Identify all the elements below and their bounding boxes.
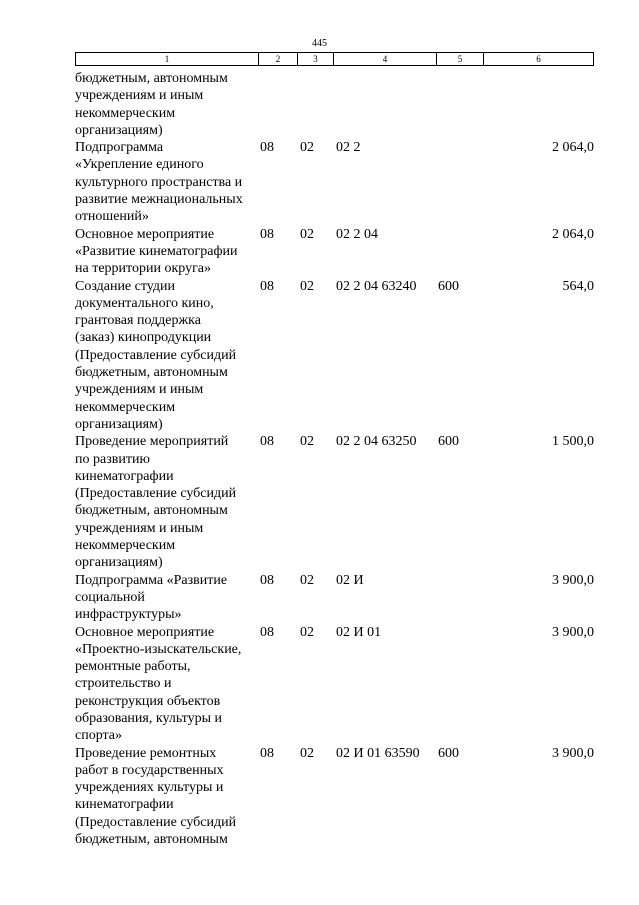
header-col-1: 1 bbox=[76, 53, 259, 65]
table-header bbox=[75, 52, 594, 66]
row-target-code: 02 И bbox=[336, 572, 364, 588]
header-col-6: 6 bbox=[536, 54, 541, 64]
row-subsection: 02 bbox=[300, 745, 314, 761]
row-amount: 3 900,0 bbox=[552, 624, 594, 640]
row-name: Проведение ремонтных работ в государственных учреждениях культуры и кинематографии (Предоставление субсидий бюджетным, автономным bbox=[75, 745, 237, 848]
row-section bbox=[258, 70, 297, 139]
row-amount: 3 900,0 bbox=[552, 745, 594, 761]
row-amount: 564,0 bbox=[562, 278, 594, 294]
row-expense-type bbox=[436, 70, 483, 139]
row-target-code: 02 И 01 bbox=[336, 624, 382, 640]
row-name: Проведение мероприятий по развитию кинематографии (Предоставление субсидий бюджетным, автономным учреждениям и иным некоммерческим организациям) bbox=[75, 434, 237, 571]
row-subsection: 02 bbox=[300, 226, 314, 242]
row-expense-type: 600 bbox=[438, 434, 459, 450]
row-section: 08 bbox=[260, 745, 274, 761]
row-expense-type: 600 bbox=[438, 745, 459, 761]
row-target-code: 02 2 04 63250 bbox=[336, 434, 417, 450]
table-body bbox=[75, 70, 594, 848]
row-section: 08 bbox=[260, 226, 274, 242]
row-expense-type bbox=[436, 139, 483, 225]
row-expense-type: 600 bbox=[438, 278, 459, 294]
row-target-code: 02 2 04 63240 bbox=[336, 278, 417, 294]
header-col-5: 5 bbox=[437, 53, 484, 65]
header-col-2: 2 bbox=[259, 53, 298, 65]
row-amount: 1 500,0 bbox=[552, 434, 594, 450]
row-expense-type bbox=[436, 624, 483, 745]
row-section: 08 bbox=[260, 572, 274, 588]
row-name: Подпрограмма «Укрепление единого культурного пространства и развитие межнациональных отношений» bbox=[75, 140, 243, 225]
row-expense-type bbox=[436, 226, 483, 278]
row-target-code: 02 И 01 63590 bbox=[336, 745, 420, 761]
row-name: Подпрограмма «Развитие социальной инфраструктуры» bbox=[75, 572, 228, 623]
row-section: 08 bbox=[260, 140, 274, 156]
row-section: 08 bbox=[260, 278, 274, 294]
row-expense-type bbox=[436, 572, 483, 624]
row-name: Основное мероприятие «Развитие кинематографии на территории округа» bbox=[75, 226, 238, 277]
row-target-code: 02 2 bbox=[336, 140, 361, 156]
table-row bbox=[75, 745, 594, 849]
table-row bbox=[75, 278, 594, 434]
page-number: 445 bbox=[312, 38, 327, 49]
row-subsection: 02 bbox=[300, 278, 314, 294]
table-row bbox=[75, 433, 594, 571]
row-subsection: 02 bbox=[300, 572, 314, 588]
row-name: Основное мероприятие «Проектно-изыскательские, ремонтные работы, строительство и реконструкция объектов образования, культуры и спорта» bbox=[75, 624, 242, 744]
table-row bbox=[75, 226, 594, 278]
row-target-code: 02 2 04 bbox=[336, 226, 378, 242]
row-section: 08 bbox=[260, 434, 274, 450]
row-amount: 3 900,0 bbox=[552, 572, 594, 588]
row-amount bbox=[483, 70, 594, 139]
row-subsection: 02 bbox=[300, 624, 314, 640]
table-row bbox=[75, 572, 594, 624]
row-subsection: 02 bbox=[300, 434, 314, 450]
row-target-code bbox=[333, 70, 436, 139]
row-subsection bbox=[297, 70, 333, 139]
header-col-3: 3 bbox=[298, 53, 334, 65]
row-amount: 2 064,0 bbox=[552, 226, 594, 242]
row-name: бюджетным, автономным учреждениям и иным некоммерческим организациям) bbox=[75, 71, 228, 138]
row-section: 08 bbox=[260, 624, 274, 640]
table-row bbox=[75, 624, 594, 745]
row-name: Создание студии документального кино, грантовая поддержка (заказ) кинопродукции (Предоставление субсидий бюджетным, автономным учреждениям и иным некоммерческим организациям) bbox=[75, 278, 237, 432]
row-subsection: 02 bbox=[300, 140, 314, 156]
table-row bbox=[75, 139, 594, 225]
header-col-4: 4 bbox=[334, 53, 437, 65]
table-row bbox=[75, 70, 594, 139]
row-amount: 2 064,0 bbox=[552, 140, 594, 156]
